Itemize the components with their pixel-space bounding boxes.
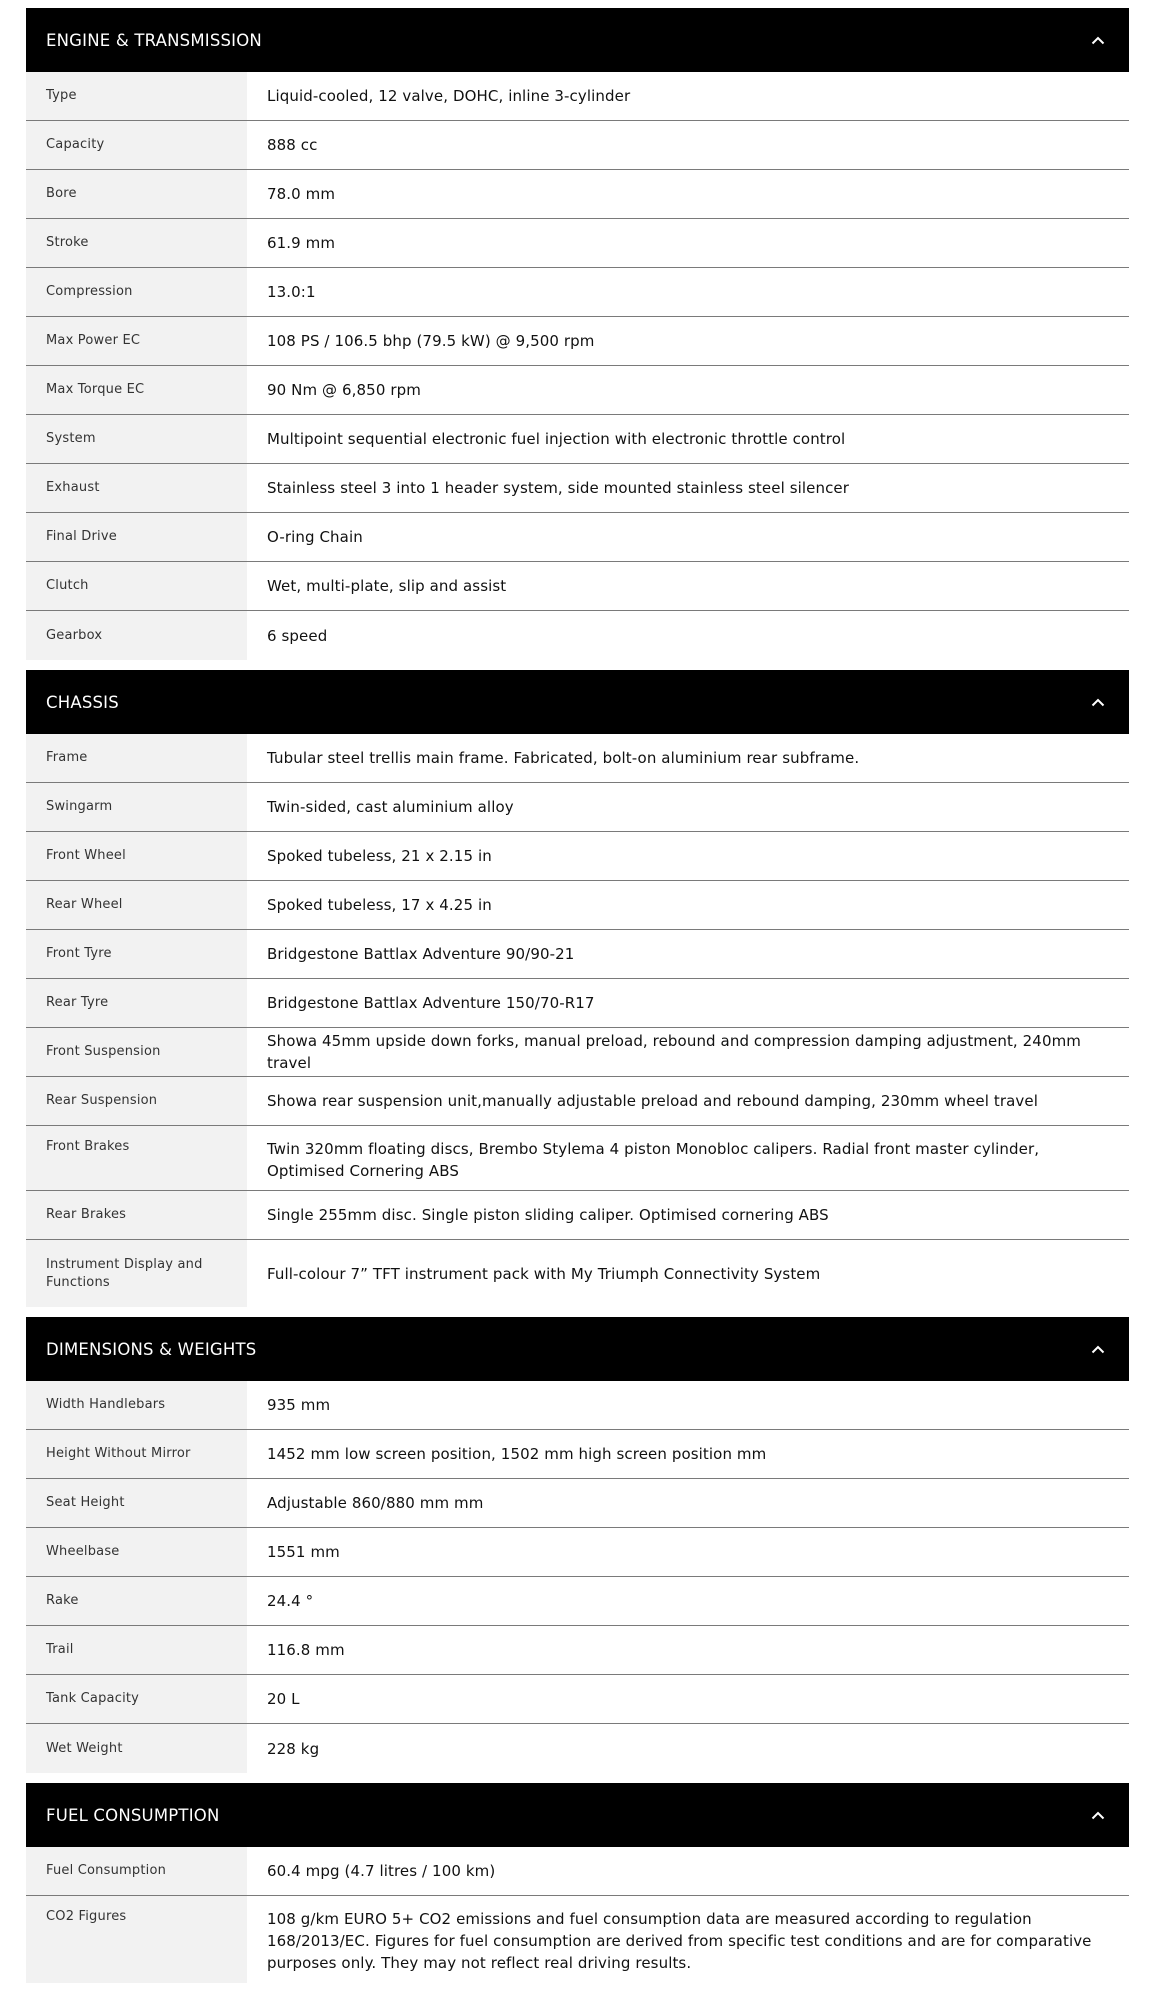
section-header-chassis[interactable] [26, 670, 1129, 734]
spec-label: Height Without Mirror [26, 1430, 247, 1478]
spec-row-frame [26, 734, 1129, 783]
spec-value: 78.0 mm [267, 185, 336, 203]
spec-value: Single 255mm disc. Single piston sliding caliper. Optimised cornering ABS [267, 1206, 829, 1224]
spec-row-swingarm [26, 783, 1129, 832]
spec-row-rear-brakes [26, 1191, 1129, 1240]
spec-label: Type [26, 72, 247, 120]
spec-value: 61.9 mm [267, 234, 336, 252]
spec-label: Rake [26, 1577, 247, 1625]
spec-value: Twin 320mm floating discs, Brembo Stylema 4 piston Monobloc calipers. Radial front master cylinder, Optimised Cornering ABS [267, 1140, 1040, 1180]
spec-value: 24.4 ° [267, 1592, 314, 1610]
spec-value: 1452 mm low screen position, 1502 mm high screen position mm [267, 1445, 767, 1463]
section-chassis [26, 670, 1129, 1307]
spec-value: 6 speed [267, 626, 328, 645]
spec-label: Rear Tyre [26, 979, 247, 1027]
spec-label: Frame [26, 734, 247, 782]
spec-value: 20 L [267, 1690, 300, 1708]
spec-value: 935 mm [267, 1396, 331, 1414]
spec-label: Exhaust [26, 464, 247, 512]
spec-row-rear-wheel [26, 881, 1129, 930]
spec-label: Compression [26, 268, 247, 316]
spec-row-exhaust [26, 464, 1129, 513]
spec-label: Bore [26, 170, 247, 218]
spec-label: Seat Height [26, 1479, 247, 1527]
spec-label: Wheelbase [26, 1528, 247, 1576]
spec-value: 108 g/km EURO 5+ CO2 emissions and fuel consumption data are measured according to regulation 168/2013/EC. Figures for fuel consumption are derived from specific test conditions and are for comparative purposes only. They may not reflect real driving results. [267, 1910, 1092, 1972]
spec-label: Gearbox [26, 611, 247, 660]
spec-row-front-brakes [26, 1126, 1129, 1191]
spec-row-bore [26, 170, 1129, 219]
spec-value: 1551 mm [267, 1543, 340, 1561]
chevron-up-icon[interactable] [1087, 691, 1109, 713]
spec-value: O-ring Chain [267, 528, 363, 546]
spec-row-seat-height [26, 1479, 1129, 1528]
spec-value: 108 PS / 106.5 bhp (79.5 kW) @ 9,500 rpm [267, 332, 595, 350]
spec-row-instrument-display [26, 1240, 1129, 1307]
spec-value: Showa rear suspension unit,manually adjustable preload and rebound damping, 230mm wheel travel [267, 1092, 1038, 1110]
spec-label: Max Power EC [26, 317, 247, 365]
spec-label: Trail [26, 1626, 247, 1674]
spec-row-tank-capacity [26, 1675, 1129, 1724]
spec-label: Rear Suspension [26, 1077, 247, 1125]
spec-value: 60.4 mpg (4.7 litres / 100 km) [267, 1862, 496, 1880]
spec-value: Twin-sided, cast aluminium alloy [267, 798, 514, 816]
section-fuel-consumption [26, 1783, 1129, 1983]
spec-label: Swingarm [26, 783, 247, 831]
spec-value: Tubular steel trellis main frame. Fabricated, bolt-on aluminium rear subframe. [267, 749, 860, 767]
spec-row-front-suspension [26, 1028, 1129, 1077]
spec-row-rake [26, 1577, 1129, 1626]
spec-row-system [26, 415, 1129, 464]
spec-label: Capacity [26, 121, 247, 169]
spec-row-final-drive [26, 513, 1129, 562]
spec-value: Spoked tubeless, 17 x 4.25 in [267, 896, 492, 914]
spec-value: 13.0:1 [267, 283, 316, 301]
spec-label: Tank Capacity [26, 1675, 247, 1723]
section-title: FUEL CONSUMPTION [46, 1805, 220, 1825]
spec-label: Instrument Display and Functions [26, 1240, 247, 1307]
spec-label: CO2 Figures [26, 1896, 247, 1983]
spec-row-rear-suspension [26, 1077, 1129, 1126]
spec-label: Rear Brakes [26, 1191, 247, 1239]
spec-label: Front Brakes [26, 1126, 247, 1190]
spec-row-width-handlebars [26, 1381, 1129, 1430]
spec-row-max-power [26, 317, 1129, 366]
section-header-dimensions-weights[interactable] [26, 1317, 1129, 1381]
spec-row-rear-tyre [26, 979, 1129, 1028]
spec-row-gearbox [26, 611, 1129, 660]
spec-value: Spoked tubeless, 21 x 2.15 in [267, 847, 492, 865]
spec-value: 228 kg [267, 1739, 320, 1758]
spec-row-stroke [26, 219, 1129, 268]
spec-value: Bridgestone Battlax Adventure 150/70-R17 [267, 994, 595, 1012]
spec-value: Full-colour 7” TFT instrument pack with My Triumph Connectivity System [267, 1264, 821, 1283]
spec-value: Stainless steel 3 into 1 header system, side mounted stainless steel silencer [267, 479, 850, 497]
spec-value: 116.8 mm [267, 1641, 345, 1659]
section-dimensions-weights [26, 1317, 1129, 1773]
spec-row-capacity [26, 121, 1129, 170]
spec-value: 888 cc [267, 136, 318, 154]
spec-row-clutch [26, 562, 1129, 611]
spec-value: Liquid-cooled, 12 valve, DOHC, inline 3-cylinder [267, 87, 631, 105]
spec-label: Front Tyre [26, 930, 247, 978]
spec-label: Stroke [26, 219, 247, 267]
section-title: DIMENSIONS & WEIGHTS [46, 1339, 257, 1359]
chevron-up-icon[interactable] [1087, 1338, 1109, 1360]
spec-row-height-without-mirror [26, 1430, 1129, 1479]
spec-value: Multipoint sequential electronic fuel injection with electronic throttle control [267, 430, 846, 448]
spec-label: Rear Wheel [26, 881, 247, 929]
spec-value: Wet, multi-plate, slip and assist [267, 577, 507, 595]
spec-row-front-wheel [26, 832, 1129, 881]
section-header-engine-transmission[interactable] [26, 8, 1129, 72]
spec-value: Adjustable 860/880 mm mm [267, 1494, 484, 1512]
section-title: CHASSIS [46, 692, 119, 712]
section-header-fuel-consumption[interactable] [26, 1783, 1129, 1847]
chevron-up-icon[interactable] [1087, 1804, 1109, 1826]
spec-row-fuel-consumption [26, 1847, 1129, 1896]
specifications-accordion [26, 8, 1129, 1983]
spec-row-type [26, 72, 1129, 121]
spec-label: Wet Weight [26, 1724, 247, 1773]
spec-row-compression [26, 268, 1129, 317]
spec-value: Showa 45mm upside down forks, manual preload, rebound and compression damping adjustment, 240mm travel [267, 1032, 1082, 1072]
section-title: ENGINE & TRANSMISSION [46, 30, 262, 50]
spec-row-wet-weight [26, 1724, 1129, 1773]
chevron-up-icon[interactable] [1087, 29, 1109, 51]
spec-label: Width Handlebars [26, 1381, 247, 1429]
spec-label: Front Wheel [26, 832, 247, 880]
spec-label: Clutch [26, 562, 247, 610]
spec-label: Max Torque EC [26, 366, 247, 414]
spec-row-trail [26, 1626, 1129, 1675]
spec-row-front-tyre [26, 930, 1129, 979]
spec-row-co2-figures [26, 1896, 1129, 1983]
spec-value: 90 Nm @ 6,850 rpm [267, 381, 421, 399]
spec-label: System [26, 415, 247, 463]
spec-row-max-torque [26, 366, 1129, 415]
spec-row-wheelbase [26, 1528, 1129, 1577]
spec-label: Fuel Consumption [26, 1847, 247, 1895]
spec-value: Bridgestone Battlax Adventure 90/90-21 [267, 945, 575, 963]
spec-label: Front Suspension [26, 1028, 247, 1076]
spec-label: Final Drive [26, 513, 247, 561]
section-engine-transmission [26, 8, 1129, 660]
